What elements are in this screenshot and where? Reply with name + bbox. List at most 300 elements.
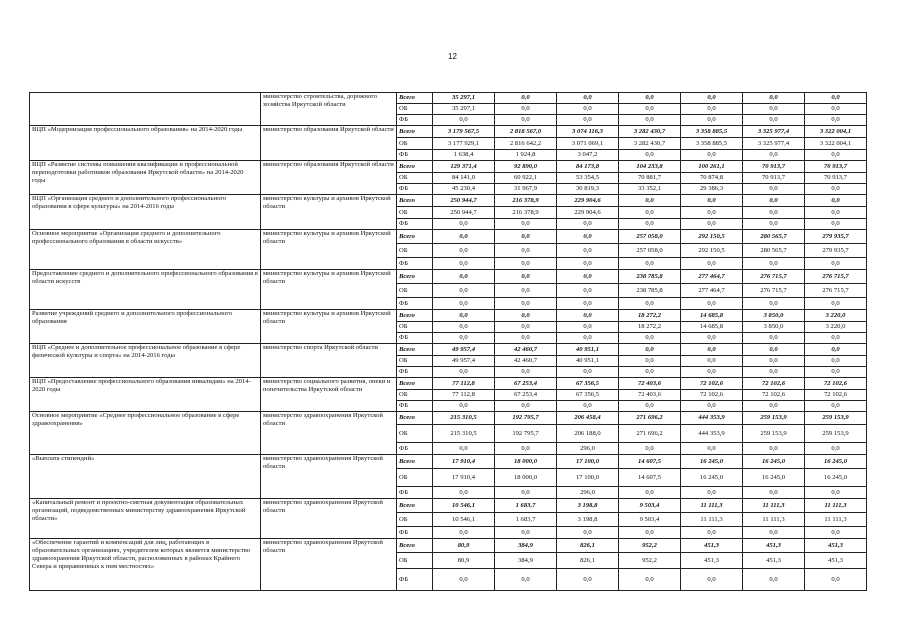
amount-cell: 0,0 [681,104,743,115]
amount-cell: 259 153,9 [805,425,867,443]
amount-cell: 3 198,8 [557,499,619,513]
amount-cell: 0,0 [619,93,681,104]
amount-cell: 451,3 [743,539,805,553]
funding-source-label: ФБ [397,569,433,591]
amount-cell: 259 153,9 [743,425,805,443]
amount-cell: 0,0 [557,93,619,104]
amount-cell: 42 460,7 [495,344,557,356]
amount-cell: 257 058,0 [619,244,681,258]
amount-cell: 84 141,0 [433,173,495,184]
funding-source-label: ФБ [397,333,433,344]
amount-cell: 11 111,3 [805,499,867,513]
amount-cell: 0,0 [743,569,805,591]
funding-source-label: Всего [397,539,433,553]
amount-cell: 215 310,5 [433,412,495,425]
amount-cell: 0,0 [805,367,867,378]
amount-cell: 444 353,9 [681,412,743,425]
amount-cell: 17 100,0 [557,455,619,469]
amount-cell: 70 881,7 [619,173,681,184]
amount-cell: 14 685,8 [681,322,743,333]
amount-cell: 0,0 [681,298,743,310]
amount-cell: 11 111,3 [743,499,805,513]
amount-cell: 0,0 [495,104,557,115]
amount-cell: 17 910,4 [433,469,495,487]
amount-cell: 3 047,2 [557,150,619,161]
amount-cell: 0,0 [681,115,743,126]
amount-cell: 0,0 [557,115,619,126]
table-row [30,126,867,138]
amount-cell: 3 179 567,5 [433,126,495,138]
amount-cell: 0,0 [619,104,681,115]
program-name [30,93,261,126]
funding-source-label: ОБ [397,513,433,527]
amount-cell: 16 245,0 [805,469,867,487]
amount-cell: 0,0 [433,115,495,126]
amount-cell: 67 253,4 [495,378,557,390]
amount-cell: 0,0 [495,310,557,322]
amount-cell: 0,0 [743,207,805,219]
amount-cell: 276 715,7 [805,284,867,298]
amount-cell: 0,0 [805,195,867,207]
amount-cell: 0,0 [619,150,681,161]
amount-cell: 0,0 [495,230,557,244]
amount-cell: 72 102,6 [805,378,867,390]
responsible-organization: министерство спорта Иркутской области [261,344,397,378]
amount-cell: 826,1 [557,553,619,569]
amount-cell: 3 220,0 [805,310,867,322]
amount-cell: 0,0 [433,569,495,591]
amount-cell: 40 951,1 [557,356,619,367]
amount-cell: 3 850,0 [743,322,805,333]
amount-cell: 3 177 929,1 [433,138,495,150]
table-row [30,499,867,513]
amount-cell: 3 325 977,4 [743,126,805,138]
amount-cell: 0,0 [433,230,495,244]
amount-cell: 451,3 [681,539,743,553]
amount-cell: 11 111,3 [681,513,743,527]
amount-cell: 229 904,6 [557,195,619,207]
table-row [30,270,867,284]
amount-cell: 0,0 [805,333,867,344]
amount-cell: 192 795,7 [495,412,557,425]
amount-cell: 0,0 [743,93,805,104]
amount-cell: 0,0 [743,443,805,455]
amount-cell: 11 111,3 [743,513,805,527]
funding-source-label: ОБ [397,244,433,258]
amount-cell: 0,0 [495,322,557,333]
amount-cell: 40 951,1 [557,344,619,356]
amount-cell: 0,0 [681,333,743,344]
amount-cell: 0,0 [433,443,495,455]
amount-cell: 72 403,6 [619,390,681,401]
responsible-organization: министерство здравоохранения Иркутской области [261,499,397,539]
amount-cell: 0,0 [557,270,619,284]
amount-cell: 0,0 [495,258,557,270]
amount-cell: 0,0 [743,184,805,195]
amount-cell: 0,0 [805,443,867,455]
program-name: «Выплата стипендий» [30,455,261,499]
amount-cell: 0,0 [433,487,495,499]
funding-source-label: Всего [397,310,433,322]
amount-cell: 215 310,5 [433,425,495,443]
amount-cell: 0,0 [495,401,557,412]
amount-cell: 0,0 [619,487,681,499]
amount-cell: 0,0 [681,443,743,455]
amount-cell: 3 850,0 [743,310,805,322]
amount-cell: 238 785,8 [619,270,681,284]
amount-cell: 16 245,0 [681,455,743,469]
amount-cell: 259 153,9 [743,412,805,425]
amount-cell: 952,2 [619,539,681,553]
amount-cell: 3 071 069,1 [557,138,619,150]
table-row [30,344,867,356]
amount-cell: 0,0 [495,527,557,539]
amount-cell: 0,0 [495,333,557,344]
amount-cell: 70 913,7 [743,161,805,173]
amount-cell: 0,0 [805,487,867,499]
funding-source-label: ОБ [397,553,433,569]
amount-cell: 0,0 [557,333,619,344]
program-name: Предоставление среднего и дополнительного профессионального образования в области искусств [30,270,261,310]
funding-source-label: ФБ [397,298,433,310]
amount-cell: 257 058,0 [619,230,681,244]
amount-cell: 0,0 [433,284,495,298]
amount-cell: 0,0 [433,298,495,310]
amount-cell: 2 818 567,0 [495,126,557,138]
amount-cell: 0,0 [433,310,495,322]
amount-cell: 384,9 [495,553,557,569]
funding-source-label: Всего [397,412,433,425]
funding-source-label: ОБ [397,173,433,184]
amount-cell: 451,3 [805,539,867,553]
table-row [30,161,867,173]
amount-cell: 0,0 [805,115,867,126]
program-name: Основное мероприятие «Среднее профессиональное образование в сфере здравоохранения» [30,412,261,455]
amount-cell: 3 220,0 [805,322,867,333]
responsible-organization: министерство здравоохранения Иркутской области [261,455,397,499]
amount-cell: 16 245,0 [681,469,743,487]
amount-cell: 60 922,1 [495,173,557,184]
amount-cell: 0,0 [495,244,557,258]
amount-cell: 42 460,7 [495,356,557,367]
funding-source-label: ФБ [397,367,433,378]
amount-cell: 18 272,2 [619,322,681,333]
amount-cell: 0,0 [557,298,619,310]
amount-cell: 0,0 [805,569,867,591]
amount-cell: 0,0 [743,401,805,412]
amount-cell: 0,0 [805,207,867,219]
amount-cell: 0,0 [557,527,619,539]
amount-cell: 0,0 [619,258,681,270]
funding-source-label: Всего [397,270,433,284]
amount-cell: 0,0 [557,104,619,115]
amount-cell: 444 353,9 [681,425,743,443]
amount-cell: 0,0 [681,195,743,207]
table-row [30,230,867,244]
amount-cell: 0,0 [433,367,495,378]
amount-cell: 67 356,5 [557,390,619,401]
funding-source-label: ОБ [397,390,433,401]
amount-cell: 104 233,8 [619,161,681,173]
table-row [30,310,867,322]
program-name: «Капитальный ремонт и проектно-сметная документация образовательных организаций, подведомственных министерству здравоохранения Иркутской области» [30,499,261,539]
amount-cell: 276 715,7 [743,284,805,298]
amount-cell: 250 944,7 [433,207,495,219]
funding-source-label: ФБ [397,527,433,539]
amount-cell: 0,0 [805,219,867,230]
amount-cell: 271 696,2 [619,425,681,443]
funding-source-label: ОБ [397,425,433,443]
amount-cell: 1 924,8 [495,150,557,161]
amount-cell: 0,0 [557,219,619,230]
amount-cell: 250 944,7 [433,195,495,207]
amount-cell: 0,0 [743,219,805,230]
funding-source-label: ОБ [397,356,433,367]
table-row [30,195,867,207]
amount-cell: 18 272,2 [619,310,681,322]
amount-cell: 0,0 [681,344,743,356]
amount-cell: 0,0 [805,401,867,412]
funding-source-label: ОБ [397,104,433,115]
amount-cell: 0,0 [495,367,557,378]
amount-cell: 0,0 [433,244,495,258]
amount-cell: 296,0 [557,443,619,455]
amount-cell: 0,0 [495,115,557,126]
amount-cell: 100 261,1 [681,161,743,173]
amount-cell: 77 112,8 [433,378,495,390]
amount-cell: 0,0 [557,244,619,258]
responsible-organization: министерство здравоохранения Иркутской области [261,412,397,455]
amount-cell: 451,3 [743,553,805,569]
amount-cell: 3 282 430,7 [619,126,681,138]
amount-cell: 292 150,5 [681,230,743,244]
amount-cell: 0,0 [743,258,805,270]
amount-cell: 0,0 [557,367,619,378]
amount-cell: 11 111,3 [805,513,867,527]
amount-cell: 129 371,4 [433,161,495,173]
amount-cell: 3 322 004,1 [805,138,867,150]
amount-cell: 1 683,7 [495,513,557,527]
amount-cell: 0,0 [619,443,681,455]
funding-source-label: ФБ [397,443,433,455]
responsible-organization: министерство здравоохранения Иркутской области [261,539,397,591]
amount-cell: 0,0 [743,367,805,378]
table-row [30,539,867,553]
amount-cell: 0,0 [619,219,681,230]
program-name: Развитие учреждений среднего и дополнительного профессионального образования [30,310,261,344]
amount-cell: 70 913,7 [805,173,867,184]
funding-source-label: Всего [397,378,433,390]
amount-cell: 216 378,9 [495,207,557,219]
amount-cell: 292 150,5 [681,244,743,258]
funding-source-label: Всего [397,126,433,138]
amount-cell: 16 245,0 [743,455,805,469]
amount-cell: 80,9 [433,539,495,553]
funding-source-label: Всего [397,230,433,244]
funding-source-label: ФБ [397,219,433,230]
amount-cell: 3 325 977,4 [743,138,805,150]
amount-cell: 0,0 [495,284,557,298]
amount-cell: 17 910,4 [433,455,495,469]
responsible-organization: министерство социального развития, опеки и попечительства Иркутской области [261,378,397,412]
amount-cell: 0,0 [495,219,557,230]
budget-table [29,92,867,591]
amount-cell: 3 074 116,3 [557,126,619,138]
amount-cell: 0,0 [433,270,495,284]
amount-cell: 451,3 [681,553,743,569]
program-name: ВЦП «Модернизация профессионального образования» на 2014-2020 годы [30,126,261,161]
funding-source-label: ФБ [397,401,433,412]
responsible-organization: министерство образования Иркутской области [261,161,397,195]
amount-cell: 0,0 [557,322,619,333]
table-row [30,378,867,390]
responsible-organization: министерство культуры и архивов Иркутской области [261,230,397,270]
amount-cell: 0,0 [743,298,805,310]
amount-cell: 280 565,7 [743,244,805,258]
amount-cell: 0,0 [681,93,743,104]
amount-cell: 0,0 [619,115,681,126]
amount-cell: 271 696,2 [619,412,681,425]
amount-cell: 0,0 [619,333,681,344]
amount-cell: 14 685,8 [681,310,743,322]
program-name: ВЦП «Предоставление профессионального образования инвалидам» на 2014-2020 годы [30,378,261,412]
amount-cell: 0,0 [495,569,557,591]
amount-cell: 80,9 [433,553,495,569]
amount-cell: 0,0 [743,344,805,356]
amount-cell: 0,0 [557,284,619,298]
amount-cell: 67 253,4 [495,390,557,401]
amount-cell: 279 935,7 [805,230,867,244]
amount-cell: 0,0 [743,115,805,126]
amount-cell: 0,0 [495,270,557,284]
amount-cell: 0,0 [557,258,619,270]
amount-cell: 67 356,5 [557,378,619,390]
funding-source-label: Всего [397,455,433,469]
amount-cell: 0,0 [619,195,681,207]
amount-cell: 0,0 [681,487,743,499]
amount-cell: 1 683,7 [495,499,557,513]
amount-cell: 229 904,6 [557,207,619,219]
amount-cell: 0,0 [433,401,495,412]
program-name: Основное мероприятие «Организация среднего и дополнительного профессионального образования в области искусств» [30,230,261,270]
amount-cell: 451,3 [805,553,867,569]
amount-cell: 72 102,6 [681,378,743,390]
amount-cell: 276 715,7 [805,270,867,284]
amount-cell: 0,0 [619,356,681,367]
amount-cell: 16 245,0 [805,455,867,469]
amount-cell: 280 565,7 [743,230,805,244]
amount-cell: 192 795,7 [495,425,557,443]
amount-cell: 0,0 [619,207,681,219]
amount-cell: 279 935,7 [805,244,867,258]
amount-cell: 3 322 004,1 [805,126,867,138]
amount-cell: 3 282 430,7 [619,138,681,150]
amount-cell: 296,0 [557,487,619,499]
program-name: ВЦП «Организация среднего и дополнительного профессионального образования в сфере культуры» на 2014-2016 годы [30,195,261,230]
amount-cell: 0,0 [805,93,867,104]
amount-cell: 0,0 [743,487,805,499]
responsible-organization: министерство культуры и архивов Иркутской области [261,270,397,310]
amount-cell: 0,0 [805,356,867,367]
amount-cell: 3 358 885,5 [681,126,743,138]
amount-cell: 70 874,8 [681,173,743,184]
responsible-organization: министерство культуры и архивов Иркутской области [261,310,397,344]
funding-source-label: ФБ [397,258,433,270]
amount-cell: 0,0 [619,401,681,412]
amount-cell: 14 607,5 [619,455,681,469]
amount-cell: 0,0 [805,344,867,356]
amount-cell: 29 386,3 [681,184,743,195]
amount-cell: 3 198,8 [557,513,619,527]
amount-cell: 0,0 [681,367,743,378]
amount-cell: 0,0 [743,333,805,344]
page-number: 12 [448,52,457,61]
table-row [30,412,867,425]
amount-cell: 49 957,4 [433,344,495,356]
amount-cell: 0,0 [619,527,681,539]
funding-source-label: Всего [397,161,433,173]
amount-cell: 0,0 [681,258,743,270]
amount-cell: 0,0 [681,150,743,161]
amount-cell: 0,0 [743,195,805,207]
amount-cell: 276 715,7 [743,270,805,284]
amount-cell: 0,0 [557,569,619,591]
amount-cell: 17 100,0 [557,469,619,487]
amount-cell: 3 358 885,5 [681,138,743,150]
amount-cell: 0,0 [681,569,743,591]
amount-cell: 0,0 [433,333,495,344]
funding-source-label: Всего [397,344,433,356]
amount-cell: 0,0 [557,230,619,244]
amount-cell: 49 957,4 [433,356,495,367]
amount-cell: 35 297,1 [433,93,495,104]
table-row [30,455,867,469]
amount-cell: 70 913,7 [805,161,867,173]
amount-cell: 18 000,0 [495,469,557,487]
amount-cell: 0,0 [743,104,805,115]
amount-cell: 277 464,7 [681,270,743,284]
amount-cell: 0,0 [743,356,805,367]
amount-cell: 0,0 [805,527,867,539]
amount-cell: 0,0 [805,150,867,161]
funding-source-label: Всего [397,93,433,104]
amount-cell: 0,0 [619,344,681,356]
amount-cell: 0,0 [557,310,619,322]
funding-source-label: ФБ [397,115,433,126]
responsible-organization: министерство образования Иркутской области [261,126,397,161]
amount-cell: 206 188,0 [557,425,619,443]
amount-cell: 72 102,6 [743,390,805,401]
amount-cell: 0,0 [805,104,867,115]
amount-cell: 826,1 [557,539,619,553]
amount-cell: 92 890,0 [495,161,557,173]
funding-source-label: Всего [397,195,433,207]
amount-cell: 2 816 642,2 [495,138,557,150]
amount-cell: 0,0 [743,527,805,539]
amount-cell: 30 819,3 [557,184,619,195]
amount-cell: 0,0 [495,487,557,499]
amount-cell: 0,0 [433,527,495,539]
amount-cell: 0,0 [495,298,557,310]
amount-cell: 0,0 [433,219,495,230]
amount-cell: 45 230,4 [433,184,495,195]
funding-source-label: ФБ [397,487,433,499]
amount-cell: 72 102,6 [681,390,743,401]
amount-cell: 0,0 [495,93,557,104]
amount-cell: 0,0 [681,219,743,230]
amount-cell: 16 245,0 [743,469,805,487]
amount-cell: 206 458,4 [557,412,619,425]
